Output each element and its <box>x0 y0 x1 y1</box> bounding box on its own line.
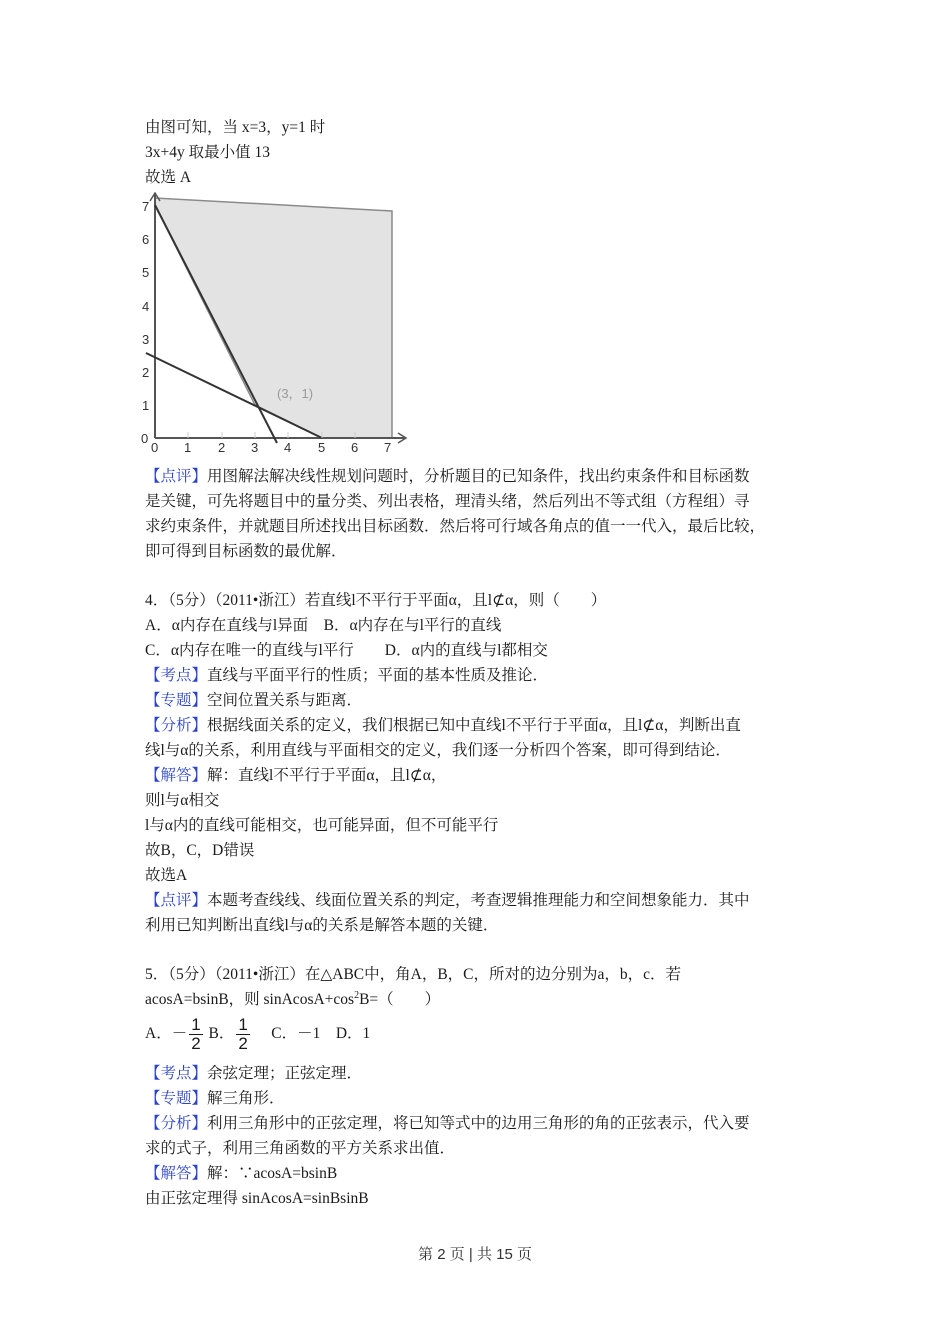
q5-stem-2: acosA=bsinB，则 $sinAcosA+\cos^2B=$（ ） <box>145 989 441 1008</box>
svg-text:7: 7 <box>384 440 392 454</box>
review-tag: 【点评】 <box>145 468 208 485</box>
kaodian-tag: 【考点】 <box>145 667 208 684</box>
svg-text:6: 6 <box>142 232 150 247</box>
kaodian-tag: 【考点】 <box>145 1065 208 1082</box>
q4-jieda-5: 故选A <box>145 867 188 884</box>
jieda-tag: 【解答】 <box>145 1165 208 1182</box>
svg-text:4: 4 <box>142 299 150 314</box>
fraction-one-half-b: $\frac{1}{2}$ <box>238 1015 248 1053</box>
conclusion-line-2: 3x+4y 取最小值 13 <box>145 144 270 161</box>
review-line-1: 【点评】用图解法解决线性规划问题时，分析题目的已知条件，找出约束条件和目标函数 <box>145 468 750 485</box>
point-label: (3，1) <box>277 386 314 401</box>
review-line-4: 即可得到目标函数的最优解． <box>145 543 347 560</box>
svg-text:5: 5 <box>318 440 326 454</box>
fenxi-tag: 【分析】 <box>145 1115 208 1132</box>
svg-text:4: 4 <box>284 440 292 454</box>
page-footer: 第 2 页 | 共 15 页 <box>418 1246 532 1263</box>
q5-options: A．－ $\frac{1}{2}$ B． $\frac{1}{2}$ C．－1 D．1 <box>145 1015 371 1053</box>
q4-dianping-2: 利用已知判断出直线l与α的关系是解答本题的关键． <box>145 917 499 934</box>
conclusion-line-3: 故选 A <box>145 169 192 186</box>
svg-text:6: 6 <box>351 440 359 454</box>
conclusion-line-1: 由图可知，当 x=3，y=1 时 <box>145 119 326 136</box>
q4-jieda-3: l与α内的直线可能相交，也可能异面，但不可能平行 <box>145 817 499 834</box>
svg-text:1: 1 <box>142 398 150 413</box>
q5-kaodian: 【考点】余弦定理；正弦定理． <box>145 1065 363 1082</box>
q4-options-cd: C．α内存在唯一的直线与l平行 D．α内的直线与l都相交 <box>145 642 548 659</box>
q4-fenxi-1: 【分析】根据线面关系的定义，我们根据已知中直线l不平行于平面α，且l⊄α，判断出直 <box>145 717 741 734</box>
q4-zhuanti: 【专题】空间位置关系与距离． <box>145 692 363 709</box>
svg-text:0: 0 <box>141 431 149 446</box>
q4-jieda-4: 故B，C，D错误 <box>145 842 255 859</box>
q5-jieda-2: 由正弦定理得 sinAcosA=sinBsinB <box>145 1190 369 1207</box>
review-line-3: 求约束条件，并就题目所述找出目标函数．然后将可行域各角点的值一一代入，最后比较， <box>145 518 766 535</box>
q5-fenxi-2: 求的式子，利用三角函数的平方关系求出值． <box>145 1140 456 1157</box>
q4-stem: 4．（5分）（2011•浙江）若直线l不平行于平面α，且l⊄α，则（ ） <box>145 592 607 609</box>
x-tick-labels <box>151 440 391 454</box>
q4-dianping-1: 【点评】本题考查线线、线面位置关系的判定，考查逻辑推理能力和空间想象能力．其中 <box>145 892 750 909</box>
q5-jieda-1: 【解答】解：∵acosA=bsinB <box>145 1165 338 1182</box>
zhuanti-tag: 【专题】 <box>145 692 208 709</box>
fenxi-tag: 【分析】 <box>145 717 208 734</box>
q4-jieda-1: 【解答】解：直线l不平行于平面α，且l⊄α， <box>145 767 447 784</box>
dianping-tag: 【点评】 <box>145 892 208 909</box>
review-line-2: 是关键，可先将题目中的量分类、列出表格，理清头绪，然后列出不等式组（方程组）寻 <box>145 493 750 510</box>
svg-text:5: 5 <box>142 265 150 280</box>
svg-text:7: 7 <box>142 199 150 214</box>
q4-options-ab: A．α内存在直线与l异面 B．α内存在与l平行的直线 <box>145 617 502 634</box>
svg-text:0: 0 <box>151 440 159 454</box>
feasible-region <box>155 198 392 438</box>
q5-stem-1: 5．（5分）（2011•浙江）在△ABC中，角A，B，C，所对的边分别为a，b，c．若 <box>145 966 682 983</box>
q5-fenxi-1: 【分析】利用三角形中的正弦定理，将已知等式中的边用三角形的角的正弦表示，代入要 <box>145 1115 750 1132</box>
q4-fenxi-2: 线l与α的关系，利用直线与平面相交的定义，我们逐一分析四个答案，即可得到结论． <box>145 742 731 759</box>
svg-text:1: 1 <box>184 440 192 454</box>
svg-text:3: 3 <box>142 332 150 347</box>
q4-kaodian: 【考点】直线与平面平行的性质；平面的基本性质及推论． <box>145 667 549 684</box>
svg-text:2: 2 <box>218 440 226 454</box>
fraction-one-half-a: $\frac{1}{2}$ <box>191 1015 201 1053</box>
jieda-tag: 【解答】 <box>145 767 208 784</box>
q5-zhuanti: 【专题】解三角形． <box>145 1090 285 1107</box>
zhuanti-tag: 【专题】 <box>145 1090 208 1107</box>
svg-text:2: 2 <box>142 365 150 380</box>
y-tick-labels <box>141 199 149 446</box>
feasible-region-chart <box>135 192 415 454</box>
q4-jieda-2: 则l与α相交 <box>145 792 220 809</box>
svg-text:3: 3 <box>251 440 259 454</box>
